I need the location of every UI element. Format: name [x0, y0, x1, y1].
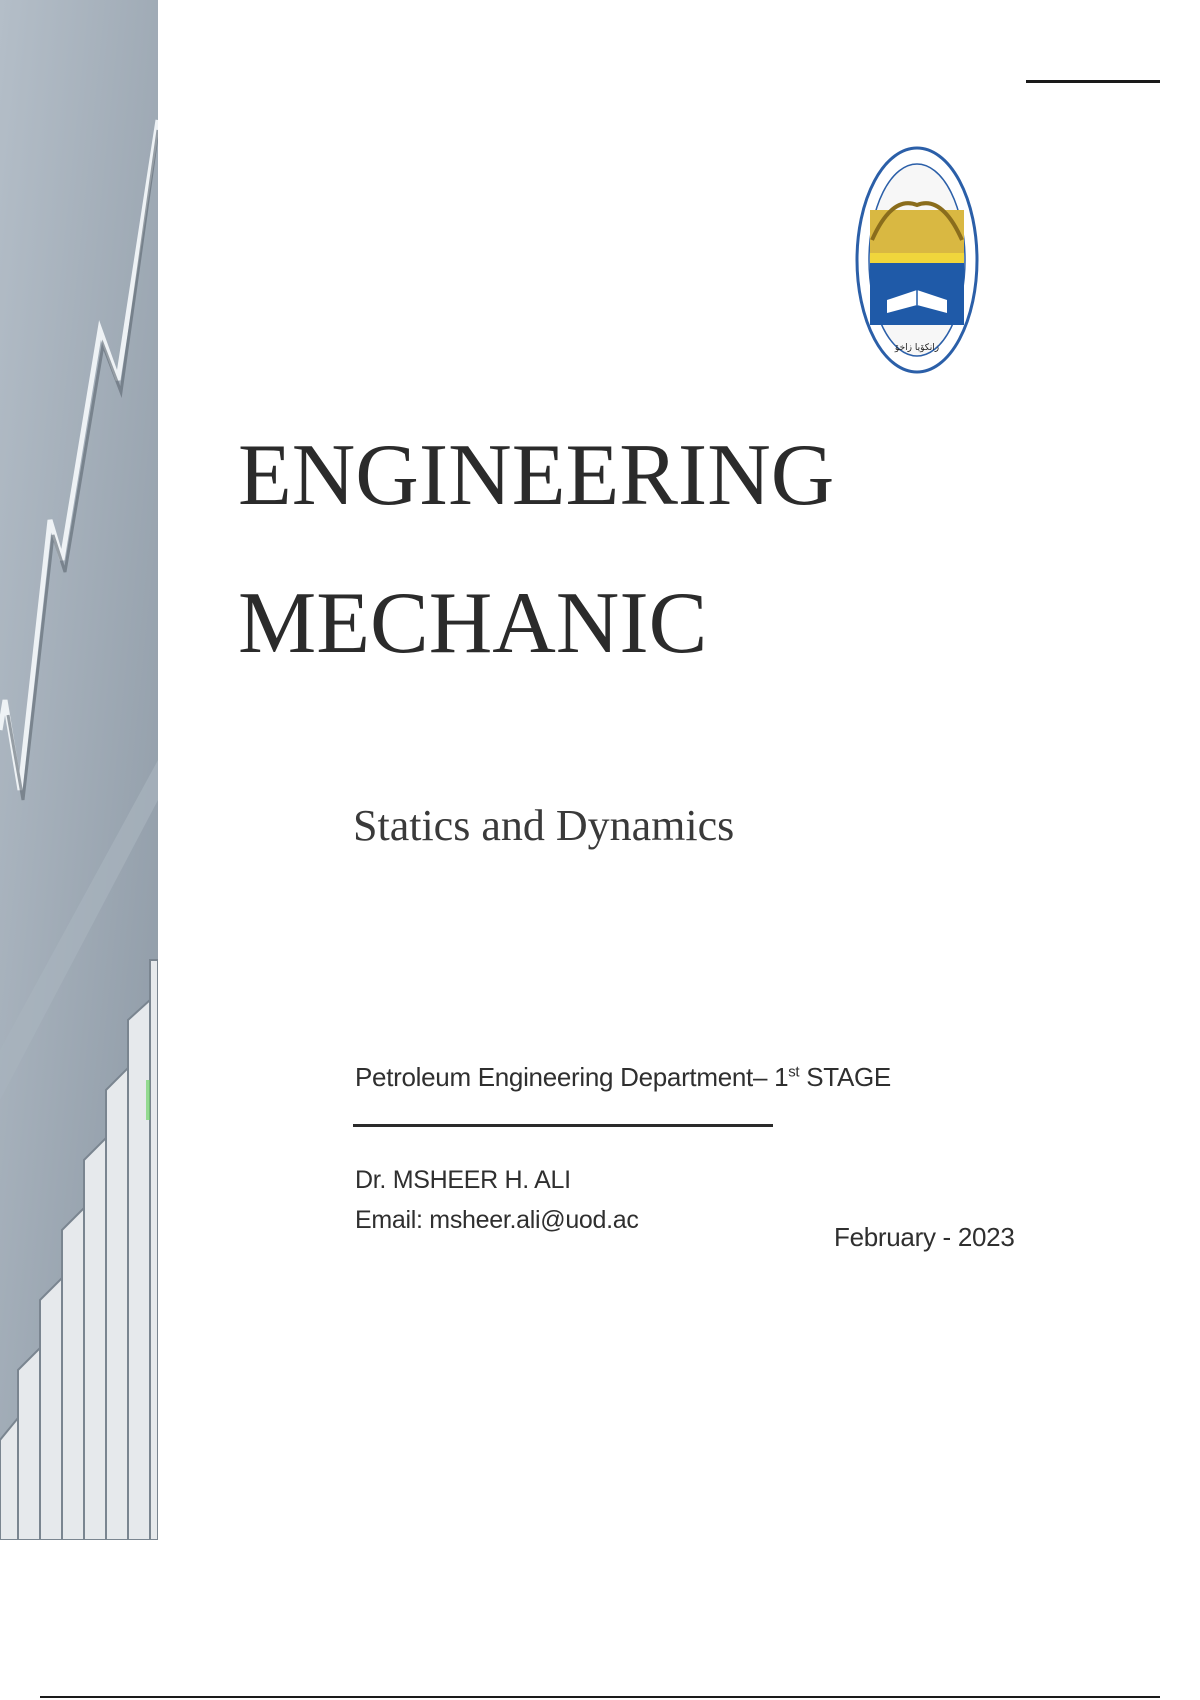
title-line-1: ENGINEERING: [238, 427, 835, 524]
author-email: Email: msheer.ali@uod.ac: [355, 1206, 639, 1234]
svg-text:زانكۆيا زاخۆ: زانكۆيا زاخۆ: [894, 343, 940, 353]
stage-number: 1: [774, 1062, 789, 1092]
side-photo-panel: [0, 0, 158, 1540]
stage-suffix: st: [788, 1063, 800, 1081]
department-name: Petroleum Engineering Department–: [355, 1062, 768, 1092]
presentation-title: [238, 402, 834, 698]
top-decorative-rule: [1026, 80, 1160, 83]
department-line: [355, 1062, 891, 1093]
stage-label: STAGE: [806, 1062, 891, 1092]
author-block: [355, 1160, 639, 1240]
subtitle: Statics and Dynamics: [353, 801, 735, 850]
title-line-2: MECHANIC: [238, 575, 708, 672]
presentation-date: February - 2023: [834, 1222, 1015, 1252]
university-seal-icon: [852, 145, 982, 385]
bottom-page-rule: [40, 1696, 1160, 1698]
staircase-photo: [0, 0, 158, 1540]
department-divider: [353, 1124, 773, 1127]
author-name: Dr. MSHEER H. ALI: [355, 1166, 571, 1194]
